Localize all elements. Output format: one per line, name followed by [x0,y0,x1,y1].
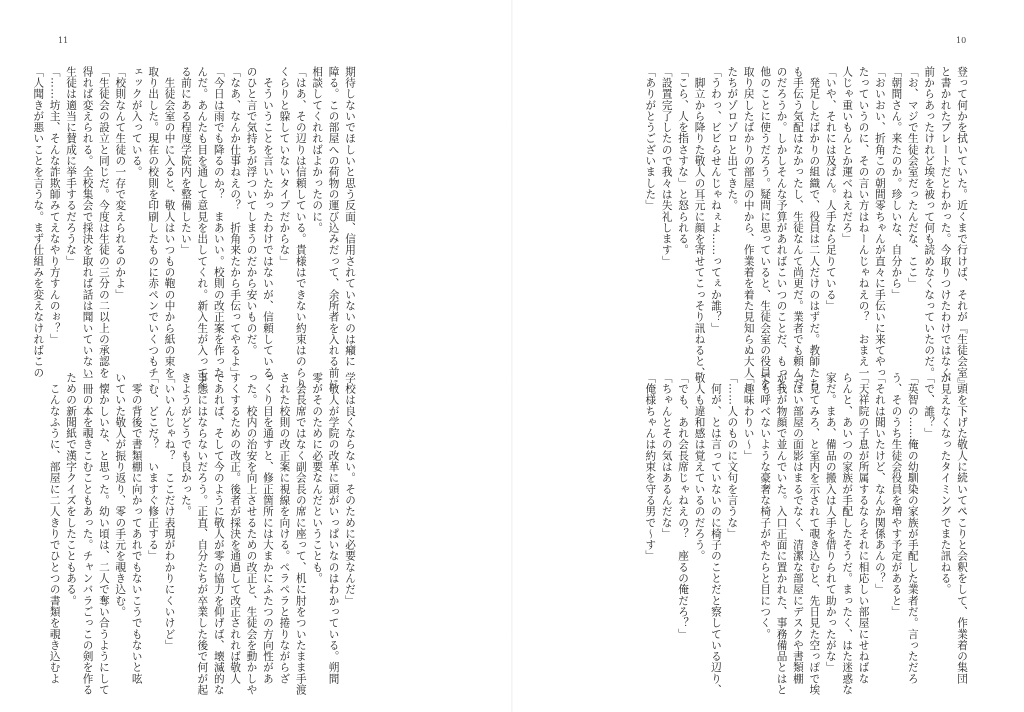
page-number-right: 10 [956,36,967,45]
right-page-lower-text: 頭を下げた敬人に続いてぺこりと会釈をして、作業着の集団 が見えなくなったタイミングでまた訊ねる。 「で、誰？」 「英智の……俺の幼馴染の家族が手配した業者だ。言っただろ う、そのうち生徒会役員を増やす予定があると」 「それは聞いたけど、なんか関係あんの？」 「天祥院の子息が所属するならそれに相応しい部屋にせねばな らんと、あいつの家族が手配したそうだ。まったく、はた迷惑な 家だ。まあ、備品の搬入は人手を借りられて助かったがな」 見てみろ、と室内を示されて覗き込むと、先日見た空っぽで埃 っぽい部屋の面影はまるでなく、清潔な部屋にデスクや書類棚 が我が物顔で並んでいた。入口正面に置かれた、事務備品とはと ても呼べないような豪奢な椅子がやたらと目につく。 「趣味わりい～」 「……人のものに文句を言うな」 何が、とは言っていないのに椅子のことだと察している辺り、 敬人も違和感は覚えているのだろう。 「でも、あれ会長席じゃねえの？ 座るの俺だろ？」 「ちゃんとその気はあるんだな」 「俺様ちゃんは約束を守る男で～す」 [644,372,968,696]
left-page-upper-text: 期待しないでほしいと思う反面、信用されていないのは癪に 障る。この部屋への荷物の運び込みだって、余所者を入れる前に 相談してくれればよかったのに。 「はあ、その辺りは信頼している。貴様はできない約束はのらり くらりと躱していないタイプだからな」 そういうことを言いたかったわけではないが、信頼している のひと言で気持ちが浮ついてしまうのだから安いものだ。 「なあ、なんか仕事ねえの？ 折角来たから手伝ってやるよ」 「今日は雨でも降るのか？ まあいい。校則の改正案を作った んだ。あんたも目を通して意見を出してくれ。新入生が入ってく る前にある程度学院内を整備したい」 生徒会室の中に入ると、敬人はいつもの鞄の中から紙の束を 取り出した。現在の校則を印刷したものに赤ペンでいくつもチ ェックが入っている。 「校則なんて生徒の一存で変えられるのかよ」 「生徒会の設立と同じだ。今度は生徒の三分の二以上の承認を 得れば変えられる。全校集会で採決を取れば話は聞いていない 生徒は適当に賛成に挙手するだろうな」 「……坊主、そんな詐欺師みてえなやり方すんのぉ？」 「人聞きが悪いことを言うな。まず仕組みを変えなければこの [32,66,356,390]
left-page-lower-text: 学校は良くならない。そのために必要なんだ」 敬人が学院の改革に頭がいっぱいなのはわかっている。朔間 零がそのために必要なんだということも。 会長席ではなく副会長の席に座って、机に肘をついたまま手渡 された校則の改正案に視線を向ける。ペラペラと捲りながらざ っくり目を通すと、修正箇所には大まかにふたつの方向性があ った。校内の治安を向上させるための改正と、生徒会を動かしや すくするための改正。後者が採決を通過して改正されれば敬人 であれば、そして今のように敬人が零の協力を仰げば、壊滅的な 事態にはならないだろう。正直、自分たちが卒業した後で何が起 きようがどうでも良かった。 「いいんじゃね？ ここだけ表現がわかりにくいけど」 「む、どこだ？ いますぐ修正する」 零の背後で書類棚に向かってあれでもないこうでもないと呟 いていた敬人が振り返り、零の手元を覗き込む。 懐かしいな、と思った。幼い頃は、二人で奪い合うようにして 一冊の本を覗きこむこともあった。チャンバラごっこの剣を作る ための新聞紙で漢字クイズをしたこともある。 こんなふうに、部屋に二人きりでひとつの書類を覗き込むよ [48,372,356,696]
page-number-left: 11 [58,36,69,45]
right-page-upper-text: 登って何かを拭いていた。近くまで行けば、それが『生徒会室』 と書かれたプレートだとわかった。今取りつけたわけではなく、 前からあったけれど埃を被って何も読めなくなっていたのだ。 「お、マジで生徒会室だったんだな、ここ」 「朝間さん。来たのか。珍しいな、自分から」 「おいおい、折角この朝間零ちゃんが直々に手伝いに来てやっ たっていうのに、その言い方はねーんじゃねえの？ おまえ一 人じゃ重いもんとか運べねえだろ」 「いや、それには及ばん。人手なら足りている」 発足したばかりの組織で、役員は二人だけのはずだ。教師たち も手伝う気配はなかったし、生徒なんて尚更だ。業者でも頼んだ のだろうか。しかしそんな予算があればこいつのことだ、もっと 他のことに使うだろう。疑問に思っていると、生徒会室の役員を 取り戻したばかりの部屋の中から、作業着を着た見知らぬ大人 たちがゾロゾロと出てきた。 「うわっ、ビビらせんじゃねぇよ……ってぇか誰？」 脚立から降りた敬人の耳元に顔を寄せてこっそり訊ねると、 「こら、人を指さすな」と怒られる。 「設置完了したので我々は失礼します」 「ありがとうございました」 [644,66,968,390]
book-gutter [511,0,513,712]
